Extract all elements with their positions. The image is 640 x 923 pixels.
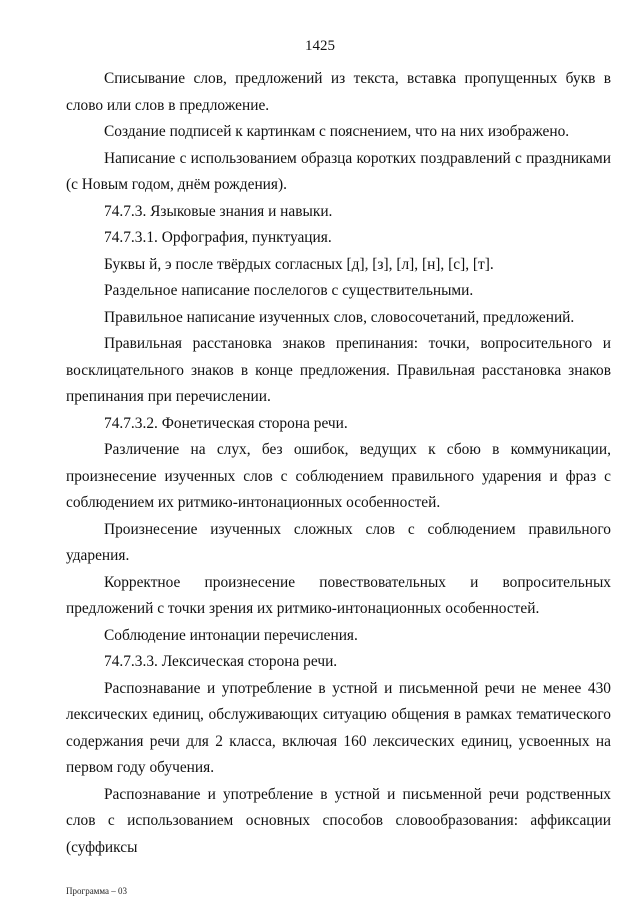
paragraph: Распознавание и употребление в устной и письменной речи родственных слов с использованием основных способов словообразования: аффиксации (суффиксы [66,785,611,856]
paragraph: Раздельное написание послелогов с существительными. [104,282,474,299]
paragraph: Буквы й, э после твёрдых согласных [д], [з], [л], [н], [с], [т]. [104,255,494,273]
document-body [66,66,611,861]
section-heading: 74.7.3.1. Орфография, пунктуация. [104,229,332,246]
paragraph: Корректное произнесение повествовательных и вопросительных предложений с точки зрения их ритмико-интонационных особенностей. [66,573,611,617]
section-heading: 74.7.3. Языковые знания и навыки. [104,202,333,220]
paragraph: Соблюдение интонации перечисления. [104,626,358,644]
paragraph: Написание с использованием образца коротких поздравлений с праздниками (с Новым годом, днём рождения). [66,149,611,193]
paragraph: Списывание слов, предложений из текста, вставка пропущенных букв в слово или слов в предложение. [66,70,611,114]
paragraph: Создание подписей к картинкам с пояснением, что на них изображено. [104,123,570,140]
paragraph: Правильная расстановка знаков препинания: точки, вопросительного и восклицательного знаков в конце предложения. Правильная расстановка знаков препинания при перечислении. [66,335,611,405]
paragraph: Различение на слух, без ошибок, ведущих к сбою в коммуникации, произнесение изученных слов с соблюдением правильного ударения и фраз с соблюдением их ритмико-интонационных особенностей. [66,441,611,511]
section-heading: 74.7.3.2. Фонетическая сторона речи. [104,414,348,432]
section-heading: 74.7.3.3. Лексическая сторона речи. [104,653,338,670]
footer-label: Программа – 03 [66,886,128,896]
paragraph: Распознавание и употребление в устной и письменной речи не менее 430 лексических единиц, обслуживающих ситуацию общения в рамках тематического содержания речи для 2 класса, включая 160 лексических единиц, усвоенных на первом году обучения. [66,679,611,776]
paragraph: Правильное написание изученных слов, словосочетаний, предложений. [104,308,575,326]
page-number: 1425 [305,38,335,54]
paragraph: Произнесение изученных сложных слов с соблюдением правильного ударения. [66,520,611,564]
